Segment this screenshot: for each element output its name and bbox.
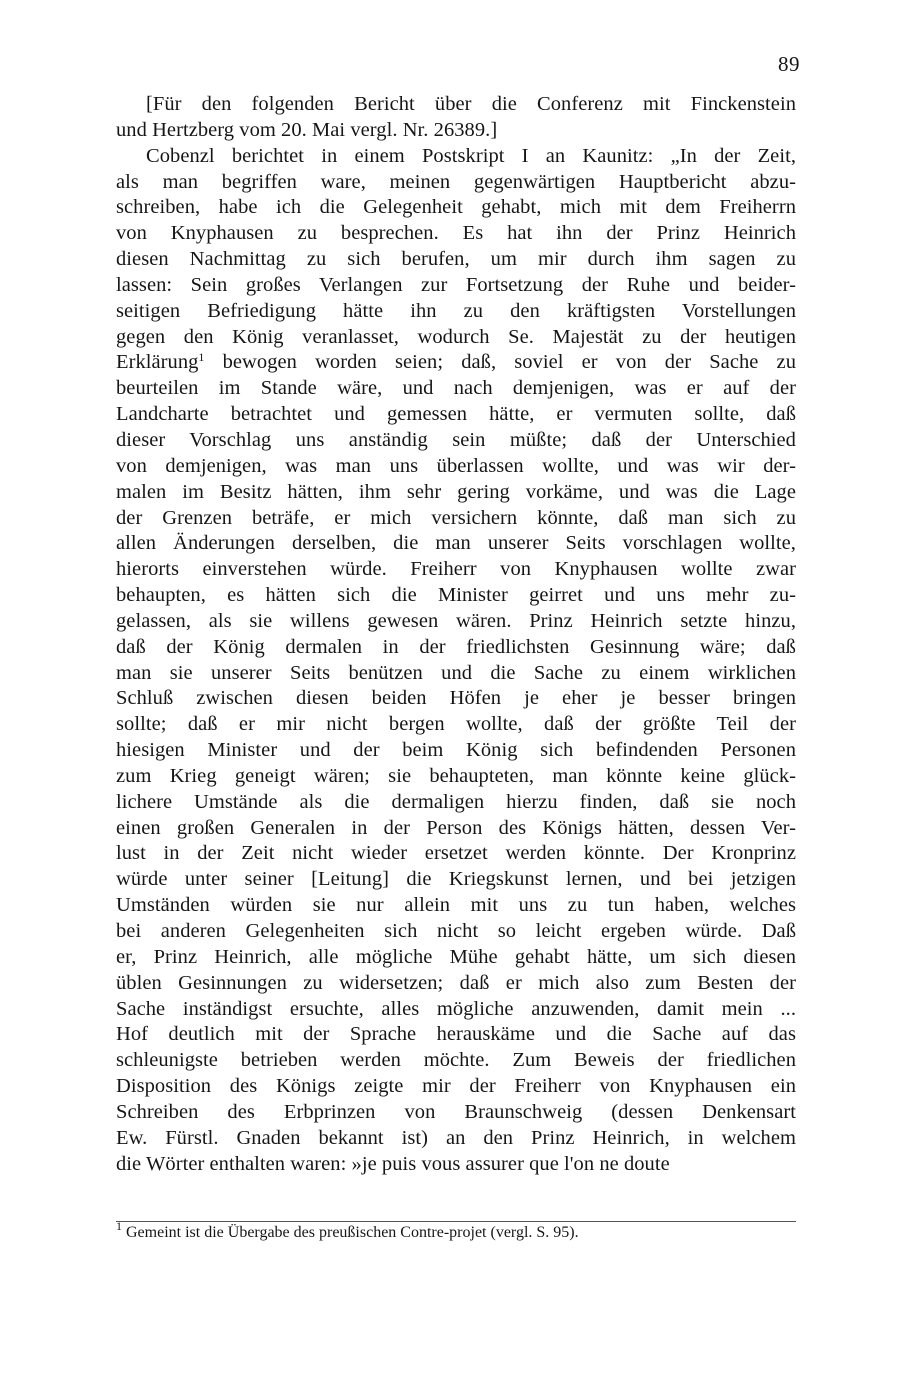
text-line: einen großen Generalen in der Person des Königs hätten, dessen Ver-	[116, 816, 796, 839]
footnote-text: Gemeint ist die Übergabe des preußischen Contre-projet (vergl. S. 95).	[122, 1224, 579, 1241]
text-line: die Wörter enthalten waren: »je puis vous assurer que l'on ne doute	[116, 1152, 670, 1175]
text-line: üblen Gesinnungen zu widersetzen; daß er mich also zum Besten der	[116, 971, 796, 994]
text-line: Hof deutlich mit der Sprache herauskäme und die Sache auf das	[116, 1023, 796, 1046]
text-line: Umständen würden sie nur allein mit uns zu tun haben, welches	[116, 894, 796, 917]
page-number: 89	[778, 52, 800, 76]
text-line: [Für den folgenden Bericht über die Conferenz mit Finckenstein	[146, 93, 796, 115]
text-line: allen Änderungen derselben, die man unserer Seits vorschlagen wollte,	[116, 532, 796, 555]
text-line: schreiben, habe ich die Gelegenheit gehabt, mich mit dem Freiherrn	[116, 196, 796, 219]
text-line: gelassen, als sie willens gewesen wären. Prinz Heinrich setzte hinzu,	[116, 609, 796, 632]
text-line: man sie unserer Seits benützen und die Sache zu einem wirklichen	[116, 661, 796, 684]
text-line: beurteilen im Stande wäre, und nach demjenigen, was er auf der	[116, 377, 796, 400]
text-line: zum Krieg geneigt wären; sie behaupteten, man könnte keine glück-	[116, 764, 796, 787]
footnote	[116, 1219, 796, 1244]
text-line: lassen: Sein großes Verlangen zur Fortsetzung der Ruhe und beider-	[116, 273, 796, 296]
text-line-with-footnote-ref	[116, 350, 796, 376]
text-fragment: bewogen worden seien; daß, soviel er von der Sache zu	[204, 351, 796, 374]
text-line: malen im Besitz hätten, ihm sehr gering vorkäme, und was die Lage	[116, 480, 796, 503]
text-line: hiesigen Minister und der beim König sich befindenden Personen	[116, 739, 796, 762]
text-line: als man begriffen ware, meinen gegenwärtigen Hauptbericht abzu-	[116, 170, 796, 193]
text-line: schleunigste betrieben werden möchte. Zum Beweis der friedlichen	[116, 1049, 796, 1072]
text-line: gegen den König veranlasset, wodurch Se. Majestät zu der heutigen	[116, 325, 796, 348]
text-line: Sache inständigst ersuchte, alles mögliche anzuwenden, damit mein ...	[116, 997, 796, 1020]
text-line: würde unter seiner [Leitung] die Kriegskunst lernen, und bei jetzigen	[116, 868, 796, 891]
text-line: Schreiben des Erbprinzen von Braunschweig (dessen Denkensart	[116, 1100, 796, 1123]
text-line: Cobenzl berichtet in einem Postskript I an Kaunitz: „In der Zeit,	[146, 144, 796, 167]
text-line: Schluß zwischen diesen beiden Höfen je eher je besser bringen	[116, 687, 796, 710]
text-line: der Grenzen beträfe, er mich versichern könnte, daß man sich zu	[116, 506, 796, 529]
text-line: Ew. Fürstl. Gnaden bekannt ist) an den Prinz Heinrich, in welchem	[116, 1126, 796, 1149]
footnote-reference: 1	[198, 350, 205, 365]
text-line: von Knyphausen zu besprechen. Es hat ihn der Prinz Heinrich	[116, 222, 796, 245]
text-line: daß der König dermalen in der friedlichsten Gesinnung wäre; daß	[116, 635, 796, 658]
text-line: Disposition des Königs zeigte mir der Freiherr von Knyphausen ein	[116, 1075, 796, 1098]
body-text	[116, 92, 796, 1177]
text-line: Landcharte betrachtet und gemessen hätte, er vermuten sollte, daß	[116, 403, 796, 426]
text-line: lichere Umstände als die dermaligen hierzu finden, daß sie noch	[116, 790, 796, 813]
text-line: bei anderen Gelegenheiten sich nicht so leicht ergeben würde. Daß	[116, 920, 796, 942]
footnote-marker: 1	[116, 1219, 122, 1233]
text-line: und Hertzberg vom 20. Mai vergl. Nr. 26389.]	[116, 118, 498, 141]
text-line: lust in der Zeit nicht wieder ersetzet werden könnte. Der Kronprinz	[116, 842, 796, 865]
text-fragment: Erklärung	[116, 351, 199, 374]
text-line: sollte; daß er mir nicht bergen wollte, daß der größte Teil der	[116, 713, 796, 736]
text-line: er, Prinz Heinrich, alle mögliche Mühe gehabt hätte, um sich diesen	[116, 945, 796, 968]
text-line: von demjenigen, was man uns überlassen wollte, und was wir der-	[116, 454, 796, 477]
text-line: dieser Vorschlag uns anständig sein müßte; daß der Unterschied	[116, 428, 796, 451]
text-line: seitigen Befriedigung hätte ihn zu den kräftigsten Vorstellungen	[116, 299, 796, 322]
text-line: diesen Nachmittag zu sich berufen, um mir durch ihm sagen zu	[116, 248, 796, 271]
text-line: hierorts einverstehen würde. Freiherr von Knyphausen wollte zwar	[116, 558, 796, 581]
text-line: behaupten, es hätten sich die Minister geirret und uns mehr zu-	[116, 584, 796, 607]
